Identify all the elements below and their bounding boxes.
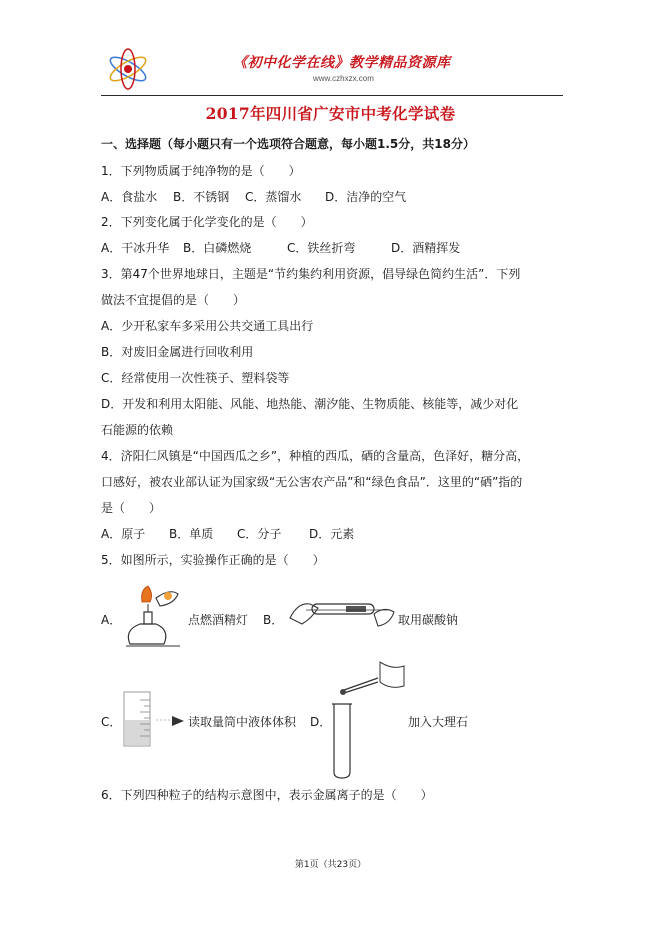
q2-option-d: D．酒精挥发	[391, 241, 461, 255]
q6-stem: 6．下列四种粒子的结构示意图中，表示金属离子的是（ ）	[101, 788, 433, 802]
q4-stem-line1: 4．济阳仁风镇是“中国西瓜之乡”，种植的西瓜，硒的含量高，色泽好，糖分高，	[101, 449, 530, 463]
q5-option-d-letter: D．	[310, 715, 332, 729]
page-footer: 第1页（共23页）	[294, 860, 367, 870]
q3-option-a: A．少开私家车多采用公共交通工具出行	[101, 319, 314, 333]
q3-option-c: C．经常使用一次性筷子、塑料袋等	[101, 371, 290, 385]
q1-option-d: D．洁净的空气	[325, 190, 407, 204]
q1-option-c: C．蒸馏水	[245, 190, 302, 204]
q4-option-a: A．原子	[101, 527, 146, 541]
q1-options	[101, 189, 406, 205]
q2-option-b: B．白磷燃烧	[183, 241, 252, 255]
test-tube-spatula-figure	[288, 584, 396, 636]
section-heading: 一、选择题（每小题只有一个选项符合题意，每小题1.5分，共18分）	[101, 137, 475, 151]
q4-stem-line2: 口感好，被农业部认证为国家级“无公害农产品”和“绿色食品”．这里的“硒”指的	[101, 475, 523, 489]
q5-option-b-text: 取用碳酸钠	[398, 613, 459, 627]
banner-title: 《初中化学在线》教学精品资源库	[233, 55, 451, 71]
q2-stem: 2．下列变化属于化学变化的是（ ）	[101, 215, 313, 229]
measuring-cylinder-figure	[120, 690, 186, 748]
alcohol-lamp-figure	[120, 582, 186, 652]
q5-option-a-letter: A．	[101, 613, 122, 627]
q5-option-d-text: 加入大理石	[408, 715, 469, 729]
atom-logo-icon	[105, 46, 151, 92]
q5-stem: 5．如图所示，实验操作正确的是（ ）	[101, 553, 325, 567]
q4-stem-line3: 是（ ）	[101, 501, 162, 515]
q5-option-c-text: 读取量筒中液体体积	[188, 715, 297, 729]
q4-option-d: D．元素	[309, 527, 355, 541]
q2-option-c: C．铁丝折弯	[287, 241, 356, 255]
q5-option-c-letter: C．	[101, 715, 122, 729]
q3-stem-line2: 做法不宜提倡的是（ ）	[101, 293, 246, 307]
q3-stem-line1: 3．第47个世界地球日，主题是“节约集约利用资源，倡导绿色简约生活”．下列	[101, 267, 521, 281]
q3-option-d-line1: D．开发和利用太阳能、风能、地热能、潮汐能、生物质能、核能等，减少对化	[101, 397, 519, 411]
header-divider	[101, 95, 563, 96]
banner-url: www.czhxzx.com	[313, 74, 374, 83]
q1-option-b: B．不锈钢	[173, 190, 230, 204]
exam-title: 2017年四川省广安市中考化学试卷	[205, 104, 456, 123]
q3-option-d-line2: 石能源的依赖	[101, 423, 174, 437]
q2-options	[101, 240, 460, 256]
q5-option-a-text: 点燃酒精灯	[188, 613, 249, 627]
q4-options	[101, 526, 354, 542]
q2-option-a: A．干冰升华	[101, 241, 170, 255]
q3-option-b: B．对废旧金属进行回收利用	[101, 345, 254, 359]
q4-option-b: B．单质	[169, 527, 214, 541]
q4-option-c: C．分子	[237, 527, 282, 541]
q5-option-b-letter: B．	[263, 613, 284, 627]
q1-option-a: A．食盐水	[101, 190, 158, 204]
q1-stem: 1．下列物质属于纯净物的是（ ）	[101, 164, 301, 178]
test-tube-marble-figure	[330, 660, 406, 780]
header-banner	[101, 44, 563, 94]
